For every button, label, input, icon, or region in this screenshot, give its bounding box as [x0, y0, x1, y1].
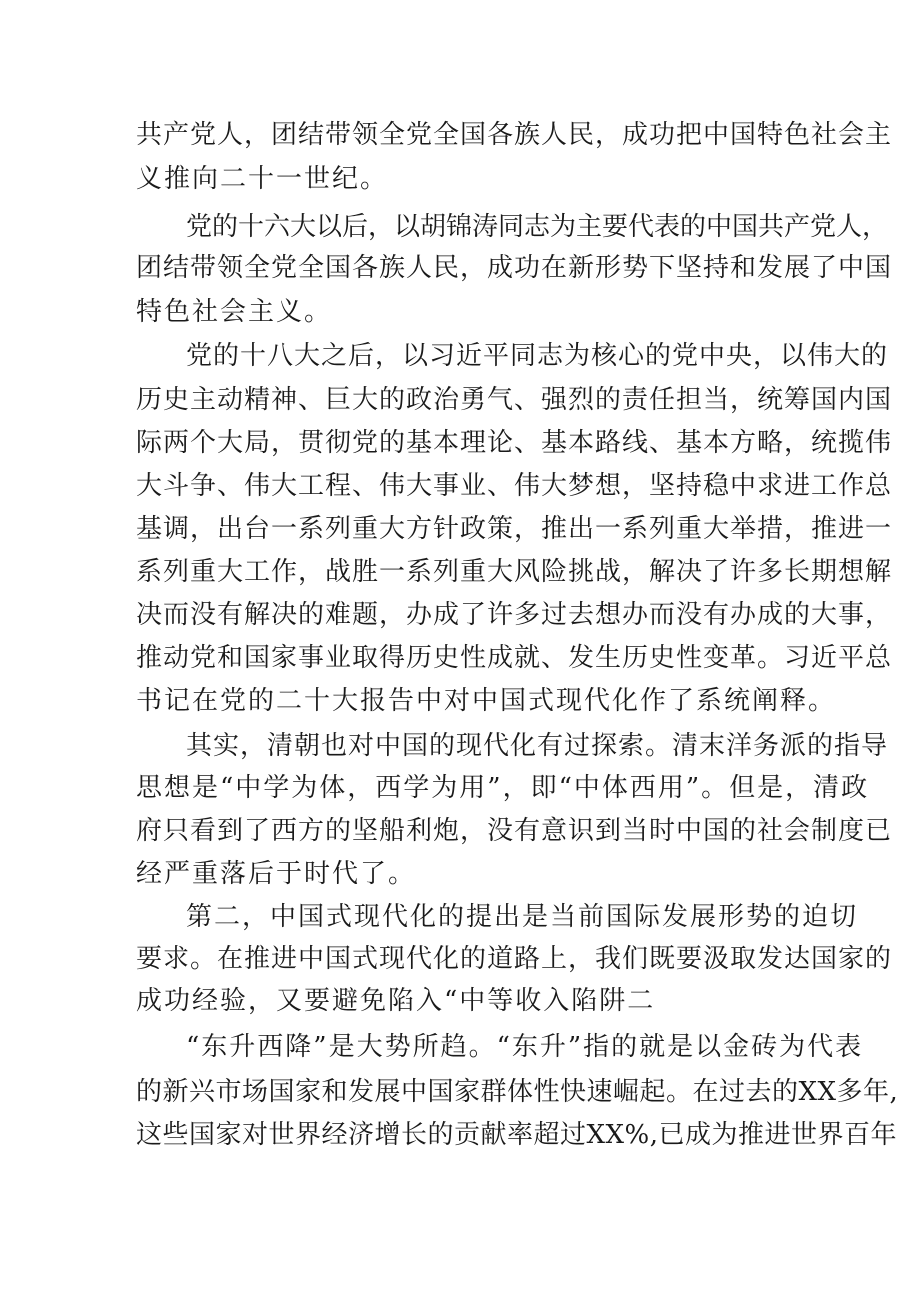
paragraph-line: 决而没有解决的难题，办成了许多过去想办而没有办成的大事， — [136, 600, 893, 630]
paragraph-line: 共产党人，团结带领全党全国各族人民，成功把中国特色社会主 — [136, 120, 893, 150]
paragraph-line: 书记在党的二十大报告中对中国式现代化作了系统阐释。 — [136, 686, 837, 716]
paragraph-line: 府只看到了西方的坚船利炮，没有意识到当时中国的社会制度已 — [136, 816, 893, 846]
paragraph-line: 要求。在推进中国式现代化的道路上，我们既要汲取发达国家的 — [136, 944, 893, 974]
paragraph-line: 义推向二十一世纪。 — [136, 164, 389, 194]
paragraph-line: 党的十六大以后，以胡锦涛同志为主要代表的中国共产党人， — [186, 212, 889, 242]
paragraph-line: 思想是“中学为体，西学为用”，即“中体西用”。但是，清政 — [136, 773, 870, 803]
paragraph-line: 际两个大局，贯彻党的基本理论、基本路线、基本方略，统揽伟 — [136, 428, 893, 458]
paragraph-line: 特色社会主义。 — [136, 297, 333, 327]
paragraph-line: 团结带领全党全国各族人民，成功在新形势下坚持和发展了中国 — [136, 253, 893, 283]
paragraph-line: 经严重落后于时代了。 — [136, 859, 417, 889]
paragraph-line: “东升西降”是大势所趋。“东升”指的就是以金砖为代表 — [186, 1032, 864, 1062]
paragraph-line: 基调，出台一系列重大方针政策，推出一系列重大举措，推进一 — [136, 514, 893, 544]
paragraph-line: 这些国家对世界经济增长的贡献率超过XX%,已成为推进世界百年 — [136, 1120, 897, 1150]
paragraph-line: 大斗争、伟大工程、伟大事业、伟大梦想，坚持稳中求进工作总 — [136, 471, 893, 501]
paragraph-line: 成功经验，又要避免陷入“中等收入陷阱二 — [136, 986, 656, 1016]
paragraph-line: 的新兴市场国家和发展中国家群体性快速崛起。在过去的XX多年, — [136, 1077, 899, 1107]
paragraph-line: 推动党和国家事业取得历史性成就、发生历史性变革。习近平总 — [136, 643, 893, 673]
paragraph-line: 第二，中国式现代化的提出是当前国际发展形势的迫切 — [186, 902, 859, 932]
paragraph-line: 历史主动精神、巨大的政治勇气、强烈的责任担当，统筹国内国 — [136, 385, 893, 415]
paragraph-line: 其实，清朝也对中国的现代化有过探索。清末洋务派的指导 — [186, 731, 889, 761]
paragraph-line: 系列重大工作，战胜一系列重大风险挑战，解决了许多长期想解 — [136, 557, 893, 587]
paragraph-line: 党的十八大之后，以习近平同志为核心的党中央，以伟大的 — [186, 341, 889, 371]
